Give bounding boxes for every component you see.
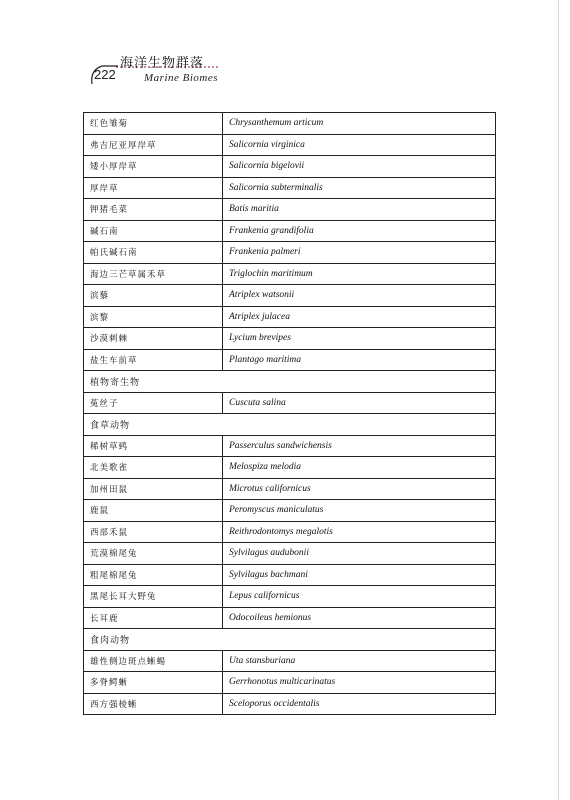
table-row	[84, 328, 496, 350]
latin-name-cell: Salicornia bigelovii	[223, 156, 496, 178]
section-heading: 食草动物	[84, 414, 496, 436]
table-row	[84, 156, 496, 178]
chinese-name-cell: 菟丝子	[84, 392, 223, 414]
latin-name-cell: Salicornia subterminalis	[223, 177, 496, 199]
table-row	[84, 285, 496, 307]
latin-name-cell: Peromyscus maniculatus	[223, 500, 496, 522]
chinese-name-cell: 钾猪毛菜	[84, 199, 223, 221]
chinese-name-cell: 加州田鼠	[84, 478, 223, 500]
latin-name-cell: Melospiza melodia	[223, 457, 496, 479]
latin-name-cell: Odocoileus hemionus	[223, 607, 496, 629]
table-row	[84, 693, 496, 715]
table-row	[84, 500, 496, 522]
latin-name-cell: Sylvilagus bachmani	[223, 564, 496, 586]
chinese-name-cell: 滨藜	[84, 285, 223, 307]
latin-name-cell: Uta stansburiana	[223, 650, 496, 672]
table-row	[84, 478, 496, 500]
table-row	[84, 672, 496, 694]
table-row	[84, 521, 496, 543]
table-row	[84, 199, 496, 221]
chinese-name-cell: 碱石南	[84, 220, 223, 242]
species-table-body	[84, 113, 496, 715]
latin-name-cell: Passerculus sandwichensis	[223, 435, 496, 457]
latin-name-cell: Frankenia grandifolia	[223, 220, 496, 242]
section-heading: 植物寄生物	[84, 371, 496, 393]
table-row	[84, 650, 496, 672]
latin-name-cell: Salicornia virginica	[223, 134, 496, 156]
latin-name-cell: Triglochin maritimum	[223, 263, 496, 285]
latin-name-cell: Sylvilagus audubonii	[223, 543, 496, 565]
chinese-name-cell: 沙漠刺棘	[84, 328, 223, 350]
latin-name-cell: Reithrodontomys megalotis	[223, 521, 496, 543]
latin-name-cell: Lepus californicus	[223, 586, 496, 608]
latin-name-cell: Atriplex watsonii	[223, 285, 496, 307]
running-header	[88, 50, 228, 90]
latin-name-cell: Frankenia palmeri	[223, 242, 496, 264]
chinese-name-cell: 多脊鳄蜥	[84, 672, 223, 694]
table-row	[84, 392, 496, 414]
chinese-name-cell: 粗尾棉尾兔	[84, 564, 223, 586]
table-row	[84, 564, 496, 586]
latin-name-cell: Microtus californicus	[223, 478, 496, 500]
chinese-name-cell: 荒漠棉尾兔	[84, 543, 223, 565]
latin-name-cell: Sceloporus occidentalis	[223, 693, 496, 715]
table-row	[84, 586, 496, 608]
latin-name-cell: Atriplex julacea	[223, 306, 496, 328]
chinese-name-cell: 矮小厚岸草	[84, 156, 223, 178]
table-row	[84, 242, 496, 264]
chinese-name-cell: 黑尾长耳大野兔	[84, 586, 223, 608]
latin-name-cell: Lycium brevipes	[223, 328, 496, 350]
table-row	[84, 220, 496, 242]
table-row	[84, 543, 496, 565]
latin-name-cell: Cuscuta salina	[223, 392, 496, 414]
latin-name-cell: Gerrhonotus multicarinatus	[223, 672, 496, 694]
chinese-name-cell: 弗吉尼亚厚岸草	[84, 134, 223, 156]
table-row	[84, 349, 496, 371]
chinese-name-cell: 帕氏碱石南	[84, 242, 223, 264]
table-row	[84, 263, 496, 285]
section-row	[84, 629, 496, 651]
chinese-name-cell: 滨黎	[84, 306, 223, 328]
chinese-name-cell: 海边三芒草属禾草	[84, 263, 223, 285]
chinese-name-cell: 长耳鹿	[84, 607, 223, 629]
latin-name-cell: Chrysanthemum articum	[223, 113, 496, 135]
chinese-name-cell: 红色雏菊	[84, 113, 223, 135]
chinese-name-cell: 西部禾鼠	[84, 521, 223, 543]
table-row	[84, 607, 496, 629]
chinese-name-cell: 西方强棱蜥	[84, 693, 223, 715]
chinese-name-cell: 稀树草鹀	[84, 435, 223, 457]
section-heading: 食肉动物	[84, 629, 496, 651]
table-row	[84, 457, 496, 479]
book-title: 海洋生物群落	[120, 56, 205, 71]
section-row	[84, 414, 496, 436]
page-edge-rule	[558, 0, 559, 800]
book-subtitle: Marine Biomes	[144, 72, 219, 84]
chinese-name-cell: 雄性侧边斑点蜥蜴	[84, 650, 223, 672]
table-row	[84, 435, 496, 457]
table-row	[84, 177, 496, 199]
page-number: 222	[94, 67, 116, 82]
species-table	[83, 112, 496, 715]
chinese-name-cell: 北美歌雀	[84, 457, 223, 479]
table-row	[84, 134, 496, 156]
chinese-name-cell: 鹿鼠	[84, 500, 223, 522]
latin-name-cell: Plantago maritima	[223, 349, 496, 371]
latin-name-cell: Batis maritia	[223, 199, 496, 221]
table-row	[84, 113, 496, 135]
section-row	[84, 371, 496, 393]
table-row	[84, 306, 496, 328]
chinese-name-cell: 盐生车前草	[84, 349, 223, 371]
chinese-name-cell: 厚岸草	[84, 177, 223, 199]
